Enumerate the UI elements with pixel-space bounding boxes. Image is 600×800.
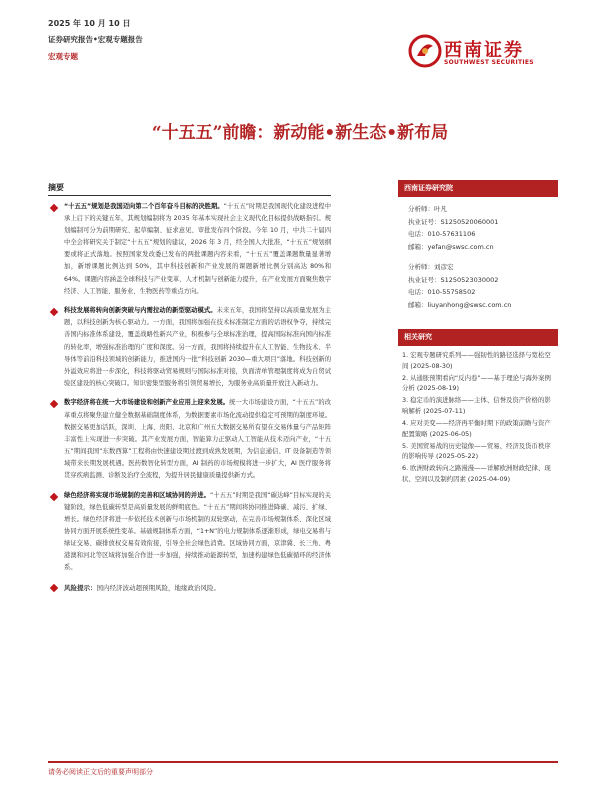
abstract-item-body: “十五五”时期是我国现代化建设进程中承上启下的关键五年，其规划编制将为 2035 年基本实现社会主义现代化目标提供战略指引。规划编制可分为前期研究、起草编制、征求意见、审批发布四个阶段。今年 10 月，中共二十届四中全会将研究关于制定“十五五”规划的建议，2026 年 3 月，经全国人大批准，“十五五”规划纲要或将正式落地。按照国家发改委已发布的两批课题内容来看，“十五五”覆盖课题数量显著增加，新增课题比例达到 50%，其中科技创新和产业发展的课题新增比例分别高达 80%和 64%。课题内容涵盖全球科技与产业变革、人才机制与创新能力提升，在产业发展方面聚焦数字经济、人工智能、服务业、生物医药等重点方向。: [64, 203, 331, 295]
report-title: “十五五”前瞻：新动能•新生态•新布局: [151, 123, 449, 143]
related-report-item[interactable]: 2. 从通胀预期看向“反内卷”——基于理论与海外案例分析 (2025-08-19): [402, 373, 551, 393]
diamond-bullet-icon: [50, 308, 58, 316]
report-date: 2025 年 10 月 10 日: [48, 19, 131, 28]
abstract-item-lead: 数字经济将在统一大市场建设和创新产业应用上迎来发展。: [64, 399, 230, 407]
abstract-item-lead: 科技发展将转向创新突破与内需拉动的新型驱动模式。: [64, 307, 217, 315]
logo-name-cn: 西南证券: [444, 40, 524, 61]
risk-warning: [48, 582, 331, 594]
related-report-item[interactable]: 6. 欧洲财政转向之路漫漫——详解欧洲财政纪律、现状、空间以及制约因素 (2025-04-09): [402, 464, 551, 484]
abstract-body: [48, 201, 331, 594]
abstract-item-lead: “十五五”规划是我国迈向第二个百年奋斗目标的决胜期。: [64, 203, 224, 210]
related-report-item[interactable]: 3. 稳定币的演进脉络——主体、信誉及资产价格的影响解析 (2025-07-11): [402, 396, 551, 415]
logo-name-en: SOUTHWEST SECURITIES: [444, 59, 534, 66]
abstract-item-body: 未来五年，我国将坚持以高质量发展为主题，以科技创新为核心驱动力。一方面，我国将加强在技术标准制定方面的话语权争夺，持续完善国内标准体系建设，覆盖战略性新兴产业，积极参与全球标准治理，提高国际标准向国内标准的转化率，增强标准治理的广度和深度。另一方面，我国将持续提升在人工智能、生物技术、半导体等前沿科技领域的创新能力，推进国内一批“科技创新 2030—重大项目”落地。科技创新的外溢效应将进一步深化，科技将驱动贸易规则与国际标准对接，负面清单管理制度将成为自贸试验区建设的核心突破口。知识密集型服务将引领贸易增长，为服务业高质量开放注入新动力。: [64, 307, 332, 387]
abstract-item-body: “十五五”时期是我国“碳达峰”目标实现的关键阶段，绿色低碳转型是高质量发展的鲜明底色。“十五五”期间将协同推进降碳、减污、扩绿、增长。绿色经济将进一步依托技术创新与市场机制的双轮驱动，在完善市场规制体系、深化区域协同方面开展系统性变革。基础规制体系方面，“1+N”的电力规制体系逐渐形成，绿电交易将与绿证交易、碳排放权交易有效衔接，引导全社会绿色消费。区域协同方面，京津冀、长三角、粤港澳和河北等区域将加强合作进一步加强，持续推动能源转型，加速构建绿色低碳循环的经济体系。: [64, 491, 331, 572]
analyst-phone: 电话：010-57631106: [408, 230, 476, 238]
related-reports-list: [398, 346, 558, 485]
abstract-item: [48, 490, 331, 575]
footer-disclaimer: 请务必阅读正文后的重要声明部分: [48, 761, 558, 777]
analyst-name: 分析师：刘彦宏: [408, 263, 454, 271]
analyst-license: 执业证号：S1250520060001: [408, 217, 499, 226]
abstract-item-body: 统一大市场建设方面，“十五五”的改革重点将聚焦建立健全数据基础制度体系，为数据要素市场化流动提供稳定可预期的制度环境。数据交易更加活跃，深圳、上海、贵阳、北京和广州五大数据交易所有望在交易体量与产品矩阵丰富性上实现进一步突破。其产业发展方面，智能算力正驱动人工智能从技术迈向产业，“十五五”期间我国“东数西算”工程将由快速建设期过渡到成熟发展期，为信息通信、IT 设备制造等领域带来长期发展机遇。医药数智化转型方面，AI 制药的市场规模将进一步扩大，AI 医疗服务将贯穿疾病监测、诊断及治疗全流程，为提升居民健康质量提供新方式。: [64, 399, 331, 479]
sidebar-heading-related: 相关研究: [398, 329, 558, 346]
related-report-item[interactable]: 5. 美国贸易战的历史镜像——贸易、经济及货币秩序的影响传导 (2025-05-22): [402, 441, 551, 461]
analyst-phone: 电话：010-55758502: [408, 288, 476, 296]
analyst-name: 分析师：叶凡: [408, 205, 447, 213]
related-report-item[interactable]: 4. 应对美变——经济再平衡时期下的政策前瞻与资产配置策略 (2025-06-05): [402, 419, 551, 438]
risk-text: 国内经济波动超预期风险，地缘政治风险。: [96, 583, 220, 592]
diamond-bullet-icon: [50, 584, 58, 592]
sidebar: [398, 180, 558, 486]
risk-label: 风险提示：: [64, 583, 97, 592]
sidebar-heading-institute: 西南证券研究院: [398, 180, 558, 197]
diamond-bullet-icon: [50, 400, 58, 408]
analyst-info: [398, 197, 558, 315]
related-report-item[interactable]: 1. 宏观专题研究系列——强韧性的路径选择与宽松空间 (2025-08-30): [402, 351, 551, 370]
analyst-email[interactable]: 邮箱：yefan@swsc.com.cn: [408, 242, 494, 251]
company-logo: [408, 34, 558, 74]
report-type: 证券研究报告•宏观专题报告: [48, 35, 143, 44]
abstract-heading: 摘要: [48, 182, 331, 196]
analyst-license: 执业证号：S1250523030002: [408, 275, 499, 284]
logo-emblem-icon: [408, 34, 442, 68]
report-header: [48, 18, 143, 62]
diamond-bullet-icon: [50, 492, 58, 500]
report-category: 宏观专题: [48, 52, 78, 61]
abstract-item: [48, 305, 331, 390]
abstract-item-lead: 绿色经济将实现市场规制的完善和区域协同的并进。: [64, 491, 210, 499]
analyst-email[interactable]: 邮箱：liuyanhong@swsc.com.cn: [408, 300, 512, 309]
abstract-item: [48, 397, 331, 482]
abstract-item: [48, 201, 331, 298]
diamond-bullet-icon: [50, 204, 58, 212]
